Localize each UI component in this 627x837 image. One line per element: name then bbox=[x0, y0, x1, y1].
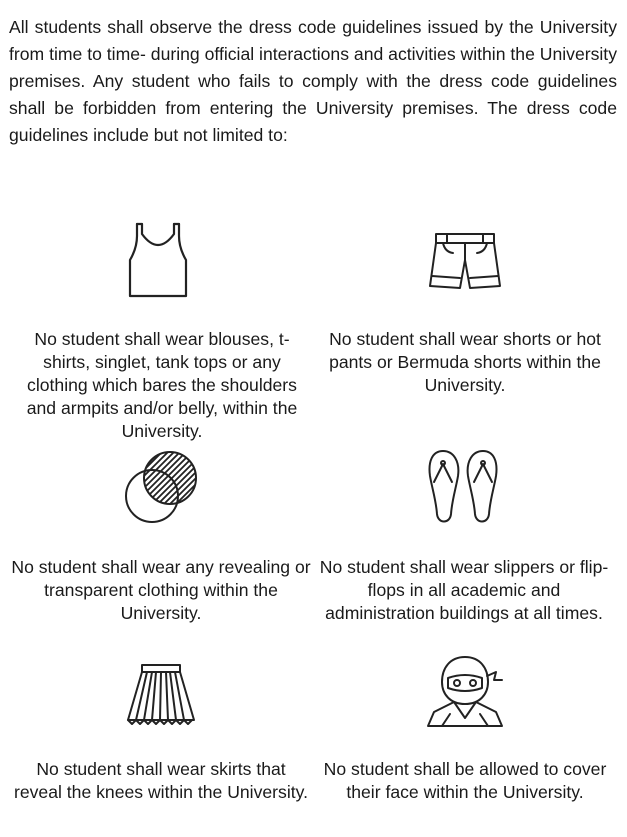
rule-text-shorts: No student shall wear shorts or hot pants or Bermuda shorts within the University. bbox=[329, 329, 601, 395]
face-cover-icon bbox=[424, 654, 506, 730]
shorts-icon bbox=[426, 230, 504, 292]
rule-text-skirt: No student shall wear skirts that reveal the knees within the University. bbox=[13, 759, 309, 802]
rule-text-face-cover: No student shall be allowed to cover their face within the University. bbox=[323, 759, 607, 802]
transparent-overlap-icon bbox=[122, 448, 200, 526]
rule-text-tank-top: No student shall wear blouses, t-shirts, singlet, tank tops or any clothing which bares the shoulders and armpits and/or belly, within the University. bbox=[26, 329, 298, 441]
intro-paragraph: All students shall observe the dress code guidelines issued by the University from time to time- during official interactions and activities within the University premises. Any student who fails to comply with the dress code guidelines shall be forbidden from entering the University premises. The dress code guidelines include but not limited to: bbox=[9, 17, 617, 145]
rule-text-flip-flops: No student shall wear slippers or flip-flops in all academic and administration buildings at all times. bbox=[319, 557, 609, 623]
rule-text-transparent: No student shall wear any revealing or transparent clothing within the University. bbox=[11, 557, 311, 623]
flip-flops-icon bbox=[424, 448, 502, 530]
tank-top-icon bbox=[124, 220, 192, 300]
skirt-icon bbox=[124, 662, 198, 728]
